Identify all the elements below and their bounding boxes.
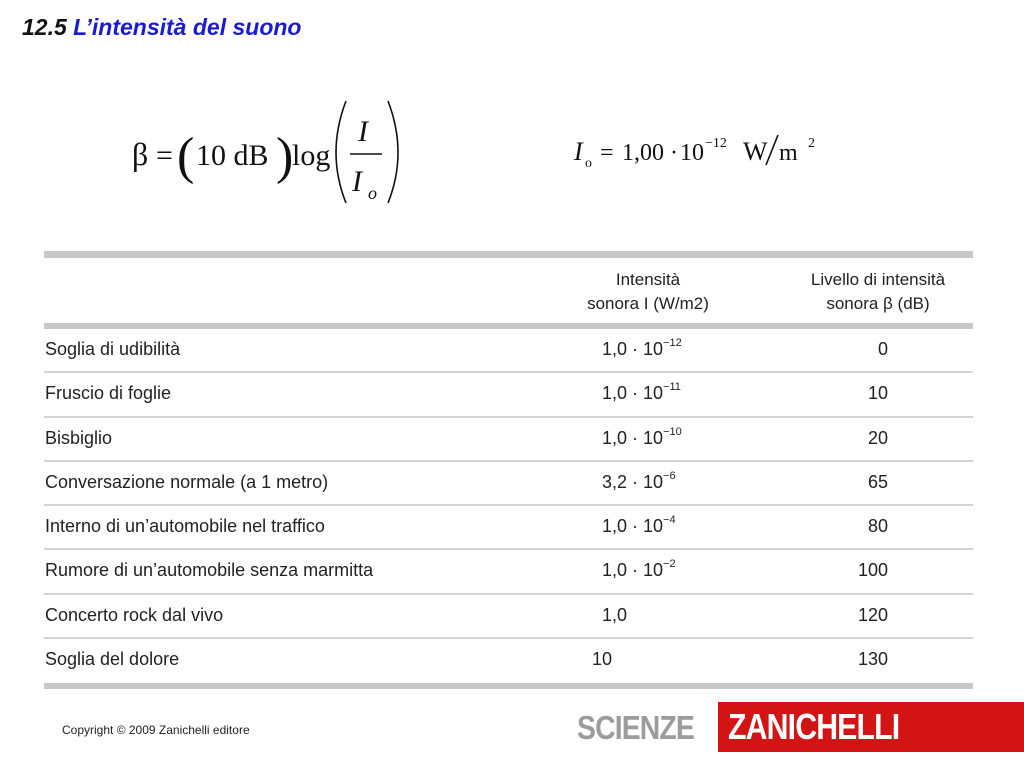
table-row xyxy=(44,373,973,417)
table-row xyxy=(44,550,973,594)
row-level: 120 xyxy=(857,604,888,625)
table-top-rule xyxy=(44,251,973,258)
row-intensity: 1,0 xyxy=(602,604,628,625)
ref-base: 10 xyxy=(680,140,704,166)
row-intensity: $1,0 \cdot 10^{-4}$ xyxy=(602,514,676,537)
row-intensity: $1,0 \cdot 10^{-2}$ xyxy=(602,558,676,581)
table-row xyxy=(44,329,973,373)
left-big-paren xyxy=(336,101,346,203)
fraction-numerator: I xyxy=(358,115,368,148)
row-source: Conversazione normale (a 1 metro) xyxy=(45,471,329,492)
row-level: 20 xyxy=(867,427,888,448)
row-source: Soglia del dolore xyxy=(45,649,180,670)
ref-exponent: −12 xyxy=(705,136,727,151)
left-paren: ( xyxy=(177,128,195,185)
row-intensity: 10 xyxy=(592,649,613,670)
row-intensity: $1,0 \cdot 10^{-11}$ xyxy=(602,381,681,404)
ref-mantissa: 1,00 xyxy=(622,140,664,166)
row-intensity: $1,0 \cdot 10^{-12}$ xyxy=(602,337,682,359)
row-intensity: $1,0 \cdot 10^{-10}$ xyxy=(602,425,682,448)
section-number: 12.5 xyxy=(22,14,67,40)
fraction-denominator-sub: o xyxy=(368,183,377,203)
sound-intensity-table xyxy=(44,329,973,683)
table-row xyxy=(44,462,973,506)
log-label: log xyxy=(292,139,331,172)
table-bottom-rule xyxy=(44,683,973,689)
row-source: Concerto rock dal vivo xyxy=(45,604,224,625)
scienze-logo: SCIENZE xyxy=(577,709,694,746)
row-level: 100 xyxy=(857,560,888,581)
table-row xyxy=(44,506,973,550)
row-source: Soglia di udibilità xyxy=(45,339,181,359)
zanichelli-logo xyxy=(718,702,1024,752)
header-intensity xyxy=(548,268,748,316)
equals-sign: = xyxy=(156,139,173,172)
unit-m: m xyxy=(779,140,798,166)
row-level: 130 xyxy=(857,649,888,670)
table-row xyxy=(44,418,973,462)
row-source: Fruscio di foglie xyxy=(45,383,172,404)
row-intensity: $3,2 \cdot 10^{-6}$ xyxy=(602,469,676,492)
table-row xyxy=(44,639,973,683)
header-intensity-line1: Intensità xyxy=(615,270,681,289)
fraction-denominator: I xyxy=(352,165,362,198)
ref-equals: = xyxy=(600,140,614,166)
header-level xyxy=(772,268,984,316)
io-symbol: I xyxy=(574,137,583,166)
right-paren: ) xyxy=(276,128,294,185)
decibel-formula xyxy=(126,95,416,210)
row-level: 65 xyxy=(867,471,888,492)
header-intensity-line2: sonora I (W/m2) xyxy=(587,294,709,313)
row-source: Interno di un’automobile nel traffico xyxy=(45,516,325,537)
unit-exp: 2 xyxy=(808,136,815,151)
zanichelli-logo-text: ZANICHELLI xyxy=(728,706,900,747)
io-subscript: o xyxy=(585,156,592,171)
ref-dot: · xyxy=(670,140,678,166)
table-row xyxy=(44,595,973,639)
factor-10db: 10 dB xyxy=(196,139,269,172)
row-level: 10 xyxy=(867,383,888,404)
section-title: L’intensità del suono xyxy=(73,14,302,40)
row-level: 0 xyxy=(877,339,888,359)
row-source: Bisbiglio xyxy=(45,427,113,448)
header-level-line2: sonora β (dB) xyxy=(826,294,930,313)
row-level: 80 xyxy=(867,516,888,537)
unit-w: W xyxy=(743,137,768,166)
slide-title xyxy=(22,12,301,42)
row-source: Rumore di un’automobile senza marmitta xyxy=(45,560,374,581)
header-level-line1: Livello di intensità xyxy=(810,270,946,289)
right-big-paren xyxy=(388,101,398,203)
beta-symbol: β xyxy=(132,136,149,172)
reference-intensity-formula xyxy=(568,125,828,175)
copyright-notice: Copyright © 2009 Zanichelli editore xyxy=(62,723,250,737)
unit-slash xyxy=(766,135,778,165)
